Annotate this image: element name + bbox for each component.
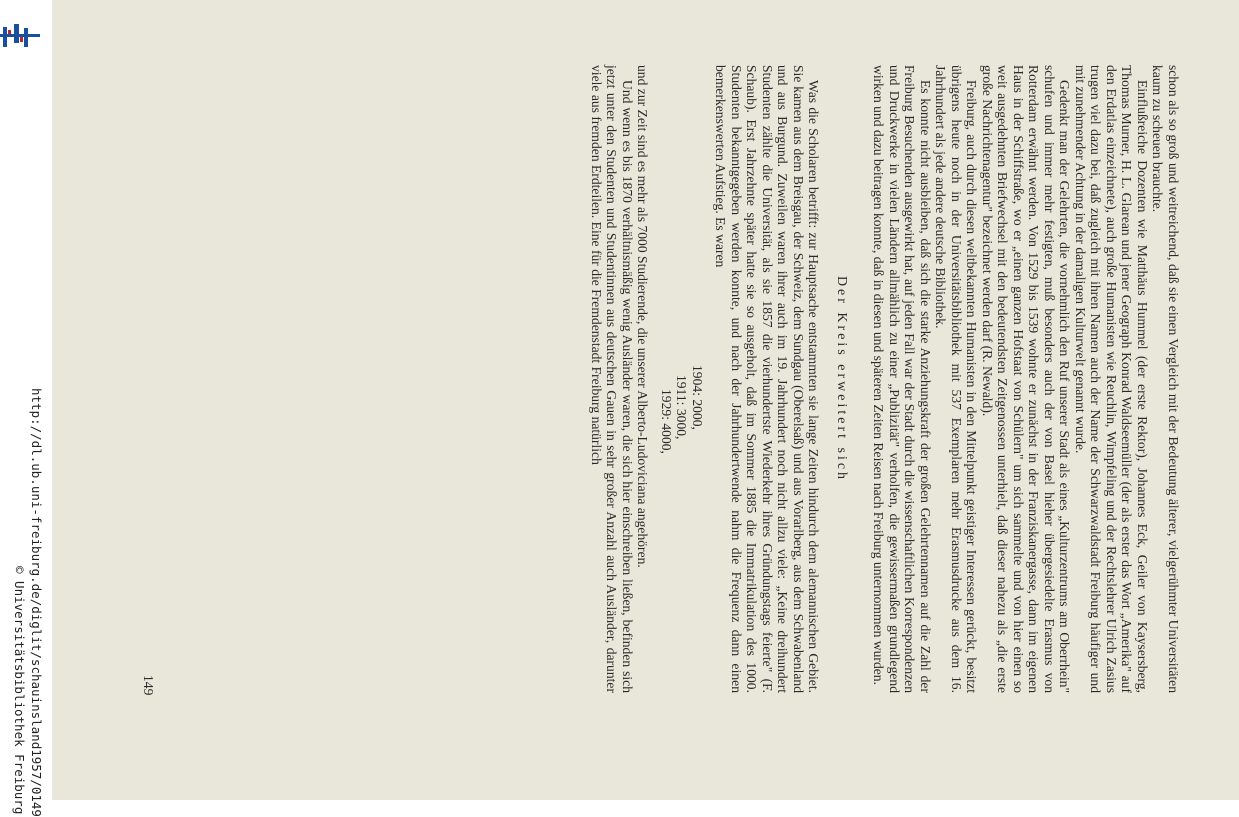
paragraph: schon als so groß und weitreichend, daß sie einen Vergleich mit der Bedeutung älterer, vielgerühmter Universitäten kaum zu scheuen brauchte. xyxy=(1150,65,1181,693)
paragraph: Und wenn es bis 1870 verhältnismäßig wenig Ausländer waren, die sich hier einschreiben ließen, befinden sich jetzt unter den Studenten und Studentinnen aus deutschen Gauen in sehr großer Anzahl auch Ausländer, darunter viele aus fremden Erdteilen. Eine für die Fremdenstadt Freiburg natürlich xyxy=(589,65,635,693)
library-logo-icon xyxy=(0,24,42,52)
page-number: 149 xyxy=(141,675,156,696)
paragraph: Es konnte nicht ausbleiben, daß sich die starke Anziehungskraft der großen Gelehrtennamen auf die Zahl der Freiburg Besuchenden ausgewirkt hat, auf jeden Fall war der Stadt durch die wissenschaftlichen Korrespondenzen und Druckwerke in vielen Ländern allmählich zu einer „Publizität" verholfen, die gewissermaßen grundlegend wirken und dazu beitragen konnte, daß in diesen und späteren Zeiten Reisen nach Freiburg unternommen wurden. xyxy=(871,65,933,693)
paragraph: und zur Zeit sind es mehr als 7000 Studierende, die unserer Alberto-Ludoviciana angehören. xyxy=(635,65,651,568)
paragraph: Einflußreiche Dozenten wie Matthäus Hummel (der erste Rektor), Johannes Eck, Geiler von Kaysersberg, Thomas Murner, H. L. Glarean und jener Geograph Konrad Waldseemüller (der als erster das Wort „Amerika" auf den Erdatlas einzeichnete), auch große Humanisten wie Reuchlin, Wimpfeling und der Rechtslehrer Ulrich Zasius trugen viel dazu bei, daß zugleich mit ihren Namen auch der Name der Schwarzwaldstadt Freiburg häufiger und mit zunehmender Achtung in der damaligen Kulturwelt genannt wurde. xyxy=(1073,65,1150,693)
section-heading: Der Kreis erweitert sich xyxy=(834,275,849,483)
source-url[interactable]: http://dl.ub.uni-freiburg.de/diglit/schauinsland1957/0149 xyxy=(29,388,44,817)
stat-line: 1904: 2000, xyxy=(690,365,705,430)
paragraph: Was die Scholaren betrifft: zur Hauptsache entstammten sie lange Zeiten hindurch dem alemannischen Gebiet. Sie kamen aus dem Breisgau, der Schweiz, dem Sundgau (Oberelsaß) und aus Vorarlberg, aus dem Schwabenland und aus Burgund. Zuweilen waren ihrer auch im 19. Jahrhundert noch nicht allzu viele: „Keine dreihundert Studenten zählte die Universität, als sie 1857 die vierhundertste Wiederkehr ihres Gründungstags feierte" (F. Schaub). Erst Jahrzehnte später hatte sie so ausgeholt, daß im Sommer 1885 die Immatrikulation des 1000. Studenten bekanntgegeben werden konnte, und nach der Jahrhundertwende nahm die Frequenz dann einen bemerkenswerten Aufstieg. Es waren xyxy=(713,65,822,693)
scanned-page xyxy=(52,0,1239,800)
stat-line: 1929: 4000, xyxy=(659,389,674,454)
copyright-notice: © Universitätsbibliothek Freiburg xyxy=(12,566,27,815)
page-body xyxy=(589,65,1182,693)
rotated-page-content xyxy=(52,0,1239,800)
enrollment-stats xyxy=(659,65,706,693)
stat-line: 1911: 3000, xyxy=(674,375,690,440)
paragraph: Freiburg, auch durch diesen weltbekannten Humanisten in den Mittelpunkt geistiger Interessen gerückt, besitzt übrigens heute noch in der Universitätsbibliothek mit 537 Exemplaren mehr Erasmusdrucke aus dem 16. Jahrhundert als jede andere deutsche Bibliothek. xyxy=(933,65,980,693)
paragraph: Gedenkt man der Gelehrten, die vornehmlich den Ruf unserer Stadt als eines „Kulturzentrums am Oberrhein" schufen und immer mehr festigten, muß besonders auch der von Basel hieher übergesiedelte Erasmus von Rotterdam erwähnt werden. Von 1529 bis 1539 wohnte er zunächst in der Franziskanergasse, dann im eigenen Haus in der Schiffstraße, wo er „einen ganzen Hofstaat von Schülern" um sich sammelte und von hier einen so weit ausgedehnten Briefwechsel mit den bedeutendsten Zeitgenossen unterhielt, daß dieser nahezu als „die erste große Nachrichtenagentur" bezeichnet werden darf (R. Newald). xyxy=(980,65,1073,693)
